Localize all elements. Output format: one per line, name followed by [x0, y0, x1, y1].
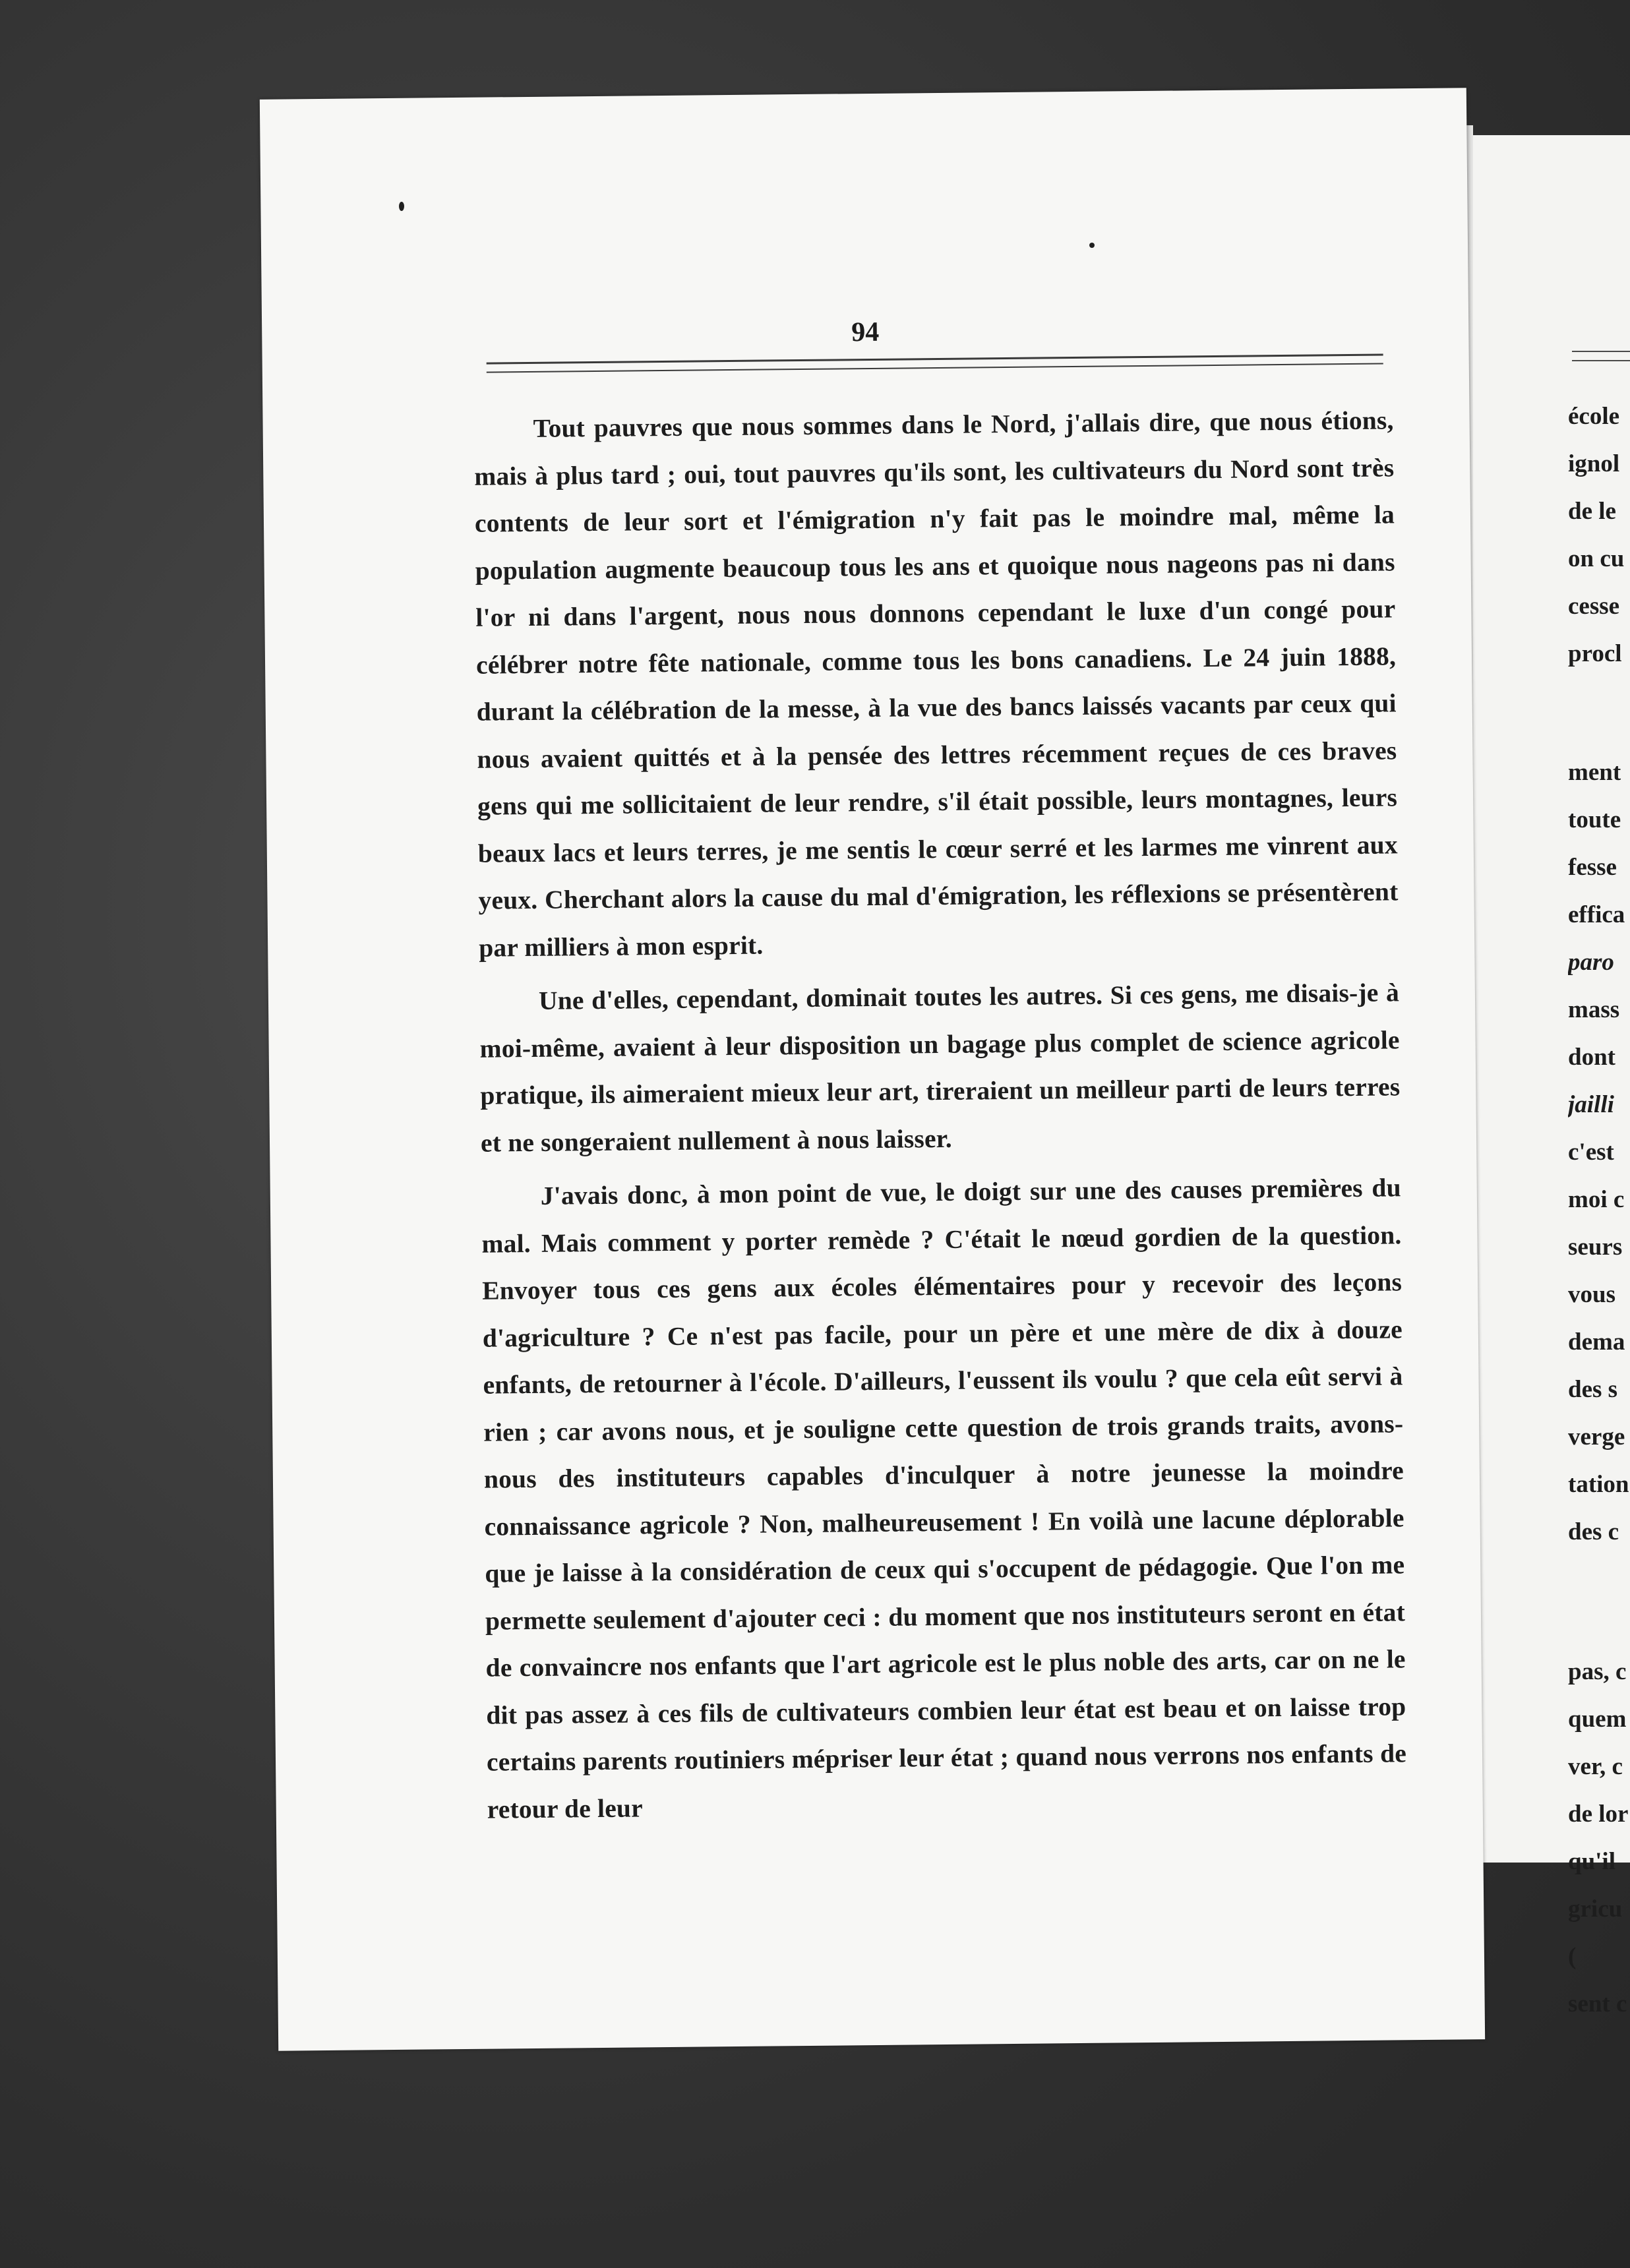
facing-line: effica: [1568, 901, 1625, 928]
facing-line: paro: [1568, 949, 1614, 976]
facing-line: moi c: [1568, 1186, 1625, 1213]
facing-line: seurs: [1568, 1234, 1623, 1261]
facing-line: c'est: [1568, 1139, 1614, 1166]
paragraph: Une d'elles, cependant, dominait toutes les autres. Si ces gens, me disais-je à moi-même, avaient à leur disposition un bagage plus complet de science agricole pratique, ils aimeraient mieux leur art, tireraient un meilleur parti de leurs terres et ne songeraient nullement à nous laisser.: [479, 978, 1401, 1158]
facing-line: de lor: [1568, 1801, 1629, 1828]
facing-line: dont: [1568, 1044, 1615, 1071]
facing-page-rule: [1572, 351, 1630, 352]
facing-line: ment: [1568, 759, 1621, 786]
dust-speck: [1089, 243, 1095, 248]
facing-line: sent c: [1568, 1990, 1627, 2017]
facing-line: fesse: [1568, 854, 1617, 881]
facing-page-text: [1568, 393, 1630, 2028]
body-text: [473, 397, 1407, 1833]
page-number: 94: [851, 316, 880, 348]
facing-line: école: [1568, 403, 1620, 430]
facing-line: verge: [1568, 1423, 1625, 1450]
paragraph: J'avais donc, à mon point de vue, le doigt sur une des causes premières du mal. Mais comment y porter remède ? C'était le nœud gordien de la question. Envoyer tous ces gens aux écoles élémentaires pour y recevoir des leçons d'agriculture ? Ce n'est pas facile, pour un père et une mère de dix à douze enfants, de retourner à l'école. D'ailleurs, l'eussent ils voulu ? que cela eût servi à rien ; car avons nous, et je souligne cette question de trois grands traits, avons-nous des instituteurs capables d'inculquer à notre jeunesse la moindre connaissance agricole ? Non, malheureusement ! En voilà une lacune déplorable que je laisse à la considération de ceux qui s'occupent de pédagogie. Que l'on me permette seulement d'ajouter ceci : du moment que nos instituteurs seront en état de convaincre nos enfants que l'art agricole est le plus noble des arts, car on ne le dit pas assez à ces fils de cultivateurs combien leur état est beau et on laisse trop certains parents routiniers mépriser leur état ; quand nous verrons nos enfants de retour de leur: [481, 1173, 1407, 1824]
facing-line: on cu: [1568, 545, 1625, 572]
facing-line: quem: [1568, 1706, 1627, 1733]
facing-line: (: [1568, 1943, 1577, 1970]
facing-line: ver, c: [1568, 1753, 1623, 1780]
facing-line: procl: [1568, 640, 1622, 667]
facing-line: dema: [1568, 1328, 1625, 1356]
facing-line: jailli: [1568, 1091, 1614, 1118]
dust-speck: [399, 202, 404, 211]
facing-line: gricu: [1568, 1895, 1623, 1923]
facing-page-rule-2: [1572, 360, 1630, 361]
paragraph: Tout pauvres que nous sommes dans le Nord, j'allais dire, que nous étions, mais à plus tard ; oui, tout pauvres qu'ils sont, les cultivateurs du Nord sont très contents de leur sort et l'émigration n'y fait pas le moindre mal, même la population augmente beaucoup tous les ans et quoique nous nageons pas ni dans l'or ni dans l'argent, nous nous donnons cependant le luxe d'un congé pour célébrer notre fête nationale, comme tous les bons canadiens. Le 24 juin 1888, durant la célébration de la messe, à la vue des bancs laissés vacants par ceux qui nous avaient quittés et à la pensée des lettres récemment reçues de ces braves gens qui me sollicitaient de leur rendre, s'il était possible, leurs montagnes, leurs beaux lacs et leurs terres, je me sentis le cœur serré et les larmes me vinrent aux yeux. Cherchant alors la cause du mal d'émigration, les réflexions se présentèrent par milliers à mon esprit.: [474, 405, 1399, 963]
facing-line: des s: [1568, 1376, 1618, 1403]
header-rule: [487, 354, 1383, 365]
book-page: [260, 88, 1485, 2050]
facing-line: tation: [1568, 1471, 1629, 1498]
facing-line: vous: [1568, 1281, 1615, 1308]
facing-line: cesse: [1568, 593, 1620, 620]
facing-line: de le: [1568, 498, 1616, 525]
facing-line: qu'il: [1568, 1848, 1615, 1875]
facing-line: ignol: [1568, 450, 1620, 477]
facing-line: des c: [1568, 1518, 1619, 1545]
facing-line: toute: [1568, 806, 1621, 833]
facing-gap: [1568, 678, 1630, 749]
facing-line: mass: [1568, 996, 1620, 1023]
header-rule-thin: [487, 363, 1383, 373]
facing-line: pas, c: [1568, 1658, 1627, 1685]
facing-gap: [1568, 1556, 1630, 1648]
